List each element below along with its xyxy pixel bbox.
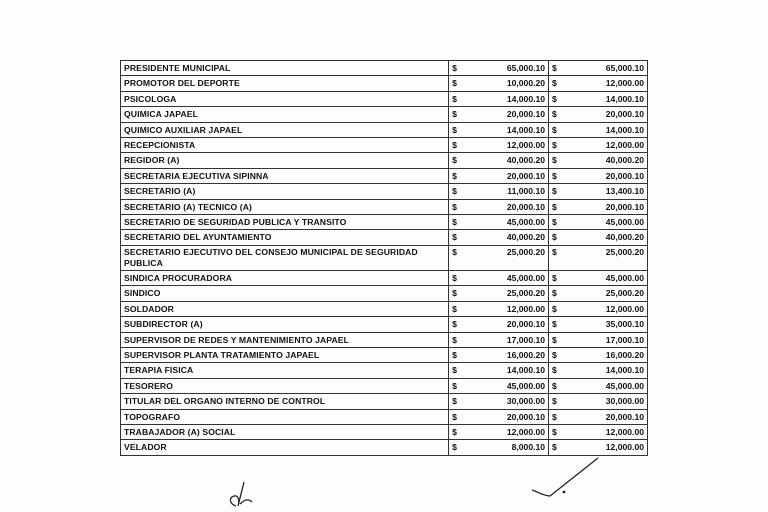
position-name: REGIDOR (A) bbox=[121, 153, 449, 168]
amount-2: 16,000.20 bbox=[565, 347, 647, 362]
amount-1: 45,000.00 bbox=[465, 378, 548, 393]
position-name: TITULAR DEL ORGANO INTERNO DE CONTROL bbox=[121, 394, 449, 409]
currency-symbol: $ bbox=[449, 440, 466, 455]
position-name: SUPERVISOR PLANTA TRATAMIENTO JAPAEL bbox=[121, 347, 449, 362]
position-name: QUIMICA JAPAEL bbox=[121, 107, 449, 122]
table-row bbox=[121, 107, 648, 122]
currency-symbol: $ bbox=[449, 347, 466, 362]
table-row bbox=[121, 61, 648, 76]
currency-symbol: $ bbox=[449, 409, 466, 424]
table-row bbox=[121, 270, 648, 285]
amount-2: 20,000.10 bbox=[565, 168, 647, 183]
table-row bbox=[121, 138, 648, 153]
currency-symbol: $ bbox=[449, 424, 466, 439]
currency-symbol: $ bbox=[549, 301, 566, 316]
amount-1: 20,000.10 bbox=[465, 168, 548, 183]
position-name: SOLDADOR bbox=[121, 301, 449, 316]
table-row bbox=[121, 378, 648, 393]
currency-symbol: $ bbox=[549, 76, 566, 91]
table-row bbox=[121, 245, 648, 270]
currency-symbol: $ bbox=[449, 363, 466, 378]
currency-symbol: $ bbox=[449, 61, 466, 76]
currency-symbol: $ bbox=[549, 440, 566, 455]
position-name: SINDICA PROCURADORA bbox=[121, 270, 449, 285]
amount-2: 20,000.10 bbox=[565, 107, 647, 122]
currency-symbol: $ bbox=[449, 76, 466, 91]
position-name: SECRETARIA EJECUTIVA SIPINNA bbox=[121, 168, 449, 183]
salary-table-body bbox=[121, 61, 648, 456]
position-name: QUIMICO AUXILIAR JAPAEL bbox=[121, 122, 449, 137]
signature-left bbox=[222, 476, 262, 510]
amount-2: 12,000.00 bbox=[565, 138, 647, 153]
currency-symbol: $ bbox=[449, 332, 466, 347]
amount-1: 20,000.10 bbox=[465, 317, 548, 332]
currency-symbol: $ bbox=[449, 317, 466, 332]
currency-symbol: $ bbox=[549, 138, 566, 153]
amount-2: 25,000.20 bbox=[565, 286, 647, 301]
amount-2: 40,000.20 bbox=[565, 153, 647, 168]
table-row bbox=[121, 184, 648, 199]
currency-symbol: $ bbox=[449, 122, 466, 137]
currency-symbol: $ bbox=[549, 409, 566, 424]
position-name: SECRETARIO DEL AYUNTAMIENTO bbox=[121, 230, 449, 245]
amount-2: 17,000.10 bbox=[565, 332, 647, 347]
amount-1: 25,000.20 bbox=[465, 245, 548, 270]
currency-symbol: $ bbox=[549, 245, 566, 270]
amount-2: 12,000.00 bbox=[565, 301, 647, 316]
position-name: RECEPCIONISTA bbox=[121, 138, 449, 153]
currency-symbol: $ bbox=[449, 301, 466, 316]
table-row bbox=[121, 424, 648, 439]
amount-2: 14,000.10 bbox=[565, 122, 647, 137]
position-name: SECRETARIO DE SEGURIDAD PUBLICA Y TRANSITO bbox=[121, 215, 449, 230]
currency-symbol: $ bbox=[549, 286, 566, 301]
amount-1: 17,000.10 bbox=[465, 332, 548, 347]
table-row bbox=[121, 215, 648, 230]
table-row bbox=[121, 230, 648, 245]
currency-symbol: $ bbox=[549, 91, 566, 106]
amount-1: 10,000.20 bbox=[465, 76, 548, 91]
currency-symbol: $ bbox=[449, 199, 466, 214]
currency-symbol: $ bbox=[449, 286, 466, 301]
currency-symbol: $ bbox=[449, 230, 466, 245]
position-name: TRABAJADOR (A) SOCIAL bbox=[121, 424, 449, 439]
amount-1: 14,000.10 bbox=[465, 122, 548, 137]
position-name: SUPERVISOR DE REDES Y MANTENIMIENTO JAPAEL bbox=[121, 332, 449, 347]
table-row bbox=[121, 409, 648, 424]
table-row bbox=[121, 363, 648, 378]
amount-1: 12,000.00 bbox=[465, 424, 548, 439]
currency-symbol: $ bbox=[449, 184, 466, 199]
position-name: SINDICO bbox=[121, 286, 449, 301]
position-name: TERAPIA FISICA bbox=[121, 363, 449, 378]
amount-1: 20,000.10 bbox=[465, 107, 548, 122]
amount-2: 20,000.10 bbox=[565, 409, 647, 424]
currency-symbol: $ bbox=[449, 138, 466, 153]
currency-symbol: $ bbox=[449, 378, 466, 393]
currency-symbol: $ bbox=[549, 332, 566, 347]
table-row bbox=[121, 122, 648, 137]
currency-symbol: $ bbox=[549, 184, 566, 199]
table-row bbox=[121, 317, 648, 332]
amount-1: 20,000.10 bbox=[465, 199, 548, 214]
amount-1: 25,000.20 bbox=[465, 286, 548, 301]
table-row bbox=[121, 168, 648, 183]
position-name: SUBDIRECTOR (A) bbox=[121, 317, 449, 332]
currency-symbol: $ bbox=[449, 91, 466, 106]
amount-1: 65,000.10 bbox=[465, 61, 548, 76]
table-row bbox=[121, 347, 648, 362]
amount-1: 45,000.00 bbox=[465, 270, 548, 285]
amount-1: 45,000.00 bbox=[465, 215, 548, 230]
currency-symbol: $ bbox=[449, 394, 466, 409]
amount-1: 16,000.20 bbox=[465, 347, 548, 362]
position-name: VELADOR bbox=[121, 440, 449, 455]
currency-symbol: $ bbox=[549, 270, 566, 285]
currency-symbol: $ bbox=[549, 378, 566, 393]
amount-2: 45,000.00 bbox=[565, 270, 647, 285]
currency-symbol: $ bbox=[549, 363, 566, 378]
position-name: SECRETARIO (A) TECNICO (A) bbox=[121, 199, 449, 214]
table-row bbox=[121, 76, 648, 91]
currency-symbol: $ bbox=[549, 424, 566, 439]
table-row bbox=[121, 301, 648, 316]
amount-2: 12,000.00 bbox=[565, 440, 647, 455]
currency-symbol: $ bbox=[549, 107, 566, 122]
position-name: SECRETARIO (A) bbox=[121, 184, 449, 199]
amount-1: 40,000.20 bbox=[465, 230, 548, 245]
amount-1: 30,000.00 bbox=[465, 394, 548, 409]
salary-table bbox=[120, 60, 648, 456]
position-name: TOPOGRAFO bbox=[121, 409, 449, 424]
currency-symbol: $ bbox=[549, 317, 566, 332]
amount-1: 12,000.00 bbox=[465, 138, 548, 153]
currency-symbol: $ bbox=[549, 61, 566, 76]
currency-symbol: $ bbox=[549, 153, 566, 168]
amount-2: 45,000.00 bbox=[565, 215, 647, 230]
amount-1: 40,000.20 bbox=[465, 153, 548, 168]
amount-2: 14,000.10 bbox=[565, 91, 647, 106]
currency-symbol: $ bbox=[549, 199, 566, 214]
position-name: PSICOLOGA bbox=[121, 91, 449, 106]
currency-symbol: $ bbox=[449, 245, 466, 270]
position-name: SECRETARIO EJECUTIVO DEL CONSEJO MUNICIPAL DE SEGURIDAD PUBLICA bbox=[121, 245, 449, 270]
amount-2: 12,000.00 bbox=[565, 424, 647, 439]
table-row bbox=[121, 332, 648, 347]
currency-symbol: $ bbox=[549, 347, 566, 362]
signature-right bbox=[528, 452, 608, 502]
amount-2: 13,400.10 bbox=[565, 184, 647, 199]
amount-1: 12,000.00 bbox=[465, 301, 548, 316]
amount-2: 14,000.10 bbox=[565, 363, 647, 378]
amount-2: 20,000.10 bbox=[565, 199, 647, 214]
currency-symbol: $ bbox=[549, 215, 566, 230]
currency-symbol: $ bbox=[549, 168, 566, 183]
position-name: PROMOTOR DEL DEPORTE bbox=[121, 76, 449, 91]
currency-symbol: $ bbox=[549, 122, 566, 137]
table-row bbox=[121, 394, 648, 409]
amount-1: 8,000.10 bbox=[465, 440, 548, 455]
amount-1: 11,000.10 bbox=[465, 184, 548, 199]
currency-symbol: $ bbox=[449, 215, 466, 230]
amount-2: 40,000.20 bbox=[565, 230, 647, 245]
position-name: TESORERO bbox=[121, 378, 449, 393]
currency-symbol: $ bbox=[549, 230, 566, 245]
currency-symbol: $ bbox=[449, 107, 466, 122]
table-row bbox=[121, 153, 648, 168]
amount-2: 30,000.00 bbox=[565, 394, 647, 409]
currency-symbol: $ bbox=[449, 153, 466, 168]
amount-2: 65,000.10 bbox=[565, 61, 647, 76]
currency-symbol: $ bbox=[449, 168, 466, 183]
position-name: PRESIDENTE MUNICIPAL bbox=[121, 61, 449, 76]
amount-2: 12,000.00 bbox=[565, 76, 647, 91]
amount-1: 14,000.10 bbox=[465, 363, 548, 378]
currency-symbol: $ bbox=[549, 394, 566, 409]
currency-symbol: $ bbox=[449, 270, 466, 285]
table-row bbox=[121, 286, 648, 301]
amount-2: 25,000.20 bbox=[565, 245, 647, 270]
amount-1: 14,000.10 bbox=[465, 91, 548, 106]
amount-2: 45,000.00 bbox=[565, 378, 647, 393]
amount-1: 20,000.10 bbox=[465, 409, 548, 424]
amount-2: 35,000.10 bbox=[565, 317, 647, 332]
table-row bbox=[121, 91, 648, 106]
table-row bbox=[121, 199, 648, 214]
